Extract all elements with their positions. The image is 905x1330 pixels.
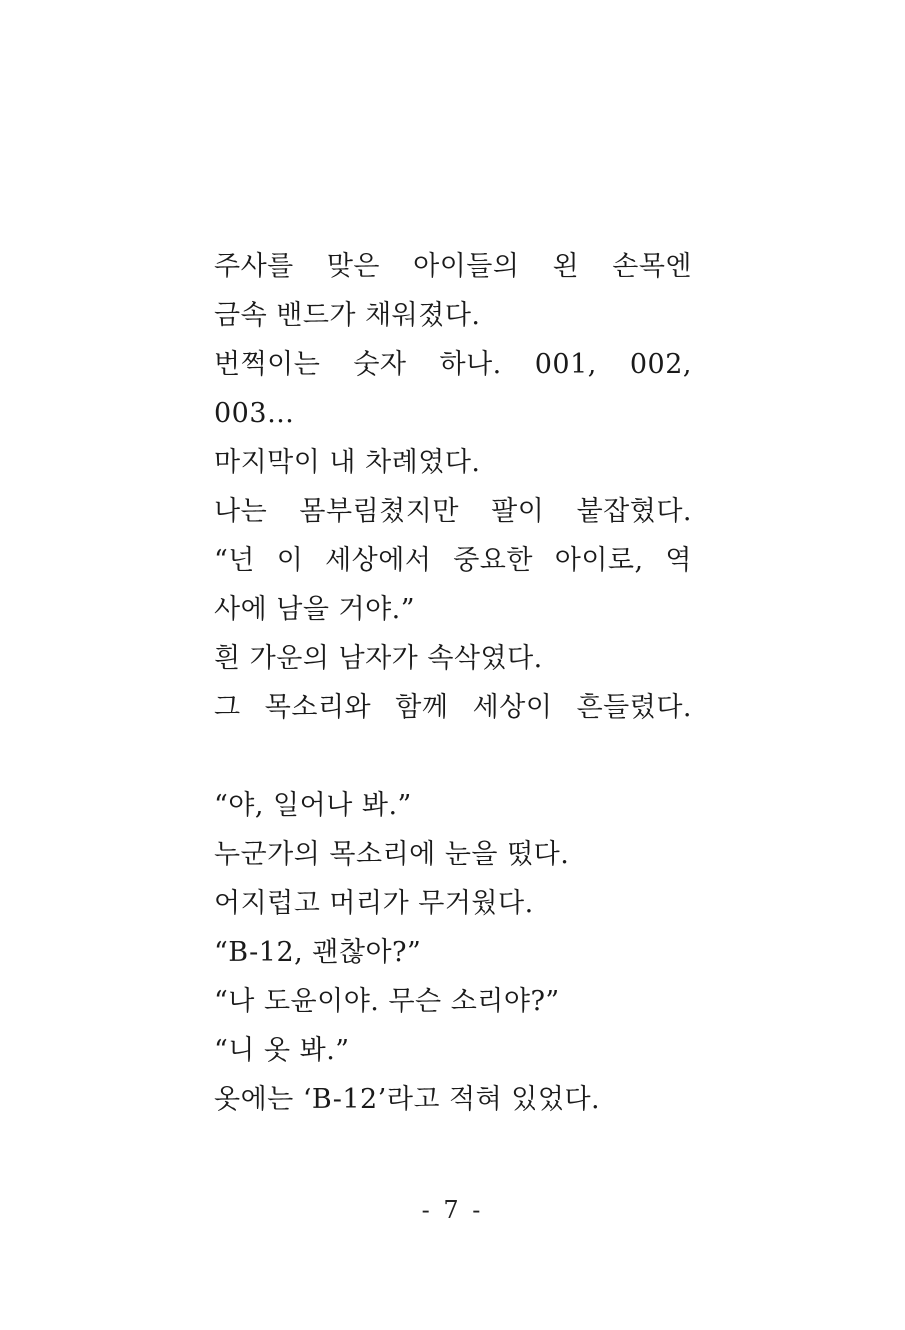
text-line: 주사를 맞은 아이들의 왼 손목엔 [214,251,692,282]
text-line: “B-12, 괜찮아?” [214,937,422,968]
text-line: “야, 일어나 봐.” [214,790,412,821]
text-line: 사에 남을 거야.” [214,594,416,625]
text-line: 누군가의 목소리에 눈을 떴다. [214,839,570,870]
text-line: “나 도윤이야. 무슨 소리야?” [214,986,560,1017]
text-line: “넌 이 세상에서 중요한 아이로, 역 [214,545,692,576]
text-line: 003… [214,398,295,429]
text-line: 마지막이 내 차례였다. [214,447,481,478]
page-number: - 7 - [421,1196,484,1224]
text-line: 나는 몸부림쳤지만 팔이 붙잡혔다. [214,496,692,527]
text-line: 금속 밴드가 채워졌다. [214,300,481,331]
body-text [214,242,692,1124]
text-line: 어지럽고 머리가 무거웠다. [214,888,534,919]
text-line: 옷에는 ‘B-12’라고 적혀 있었다. [214,1084,601,1115]
text-line: “니 옷 봐.” [214,1035,350,1066]
text-line: 흰 가운의 남자가 속삭였다. [214,643,543,674]
text-line: 번쩍이는 숫자 하나. 001, 002, [214,349,692,380]
paragraph-break [214,732,692,781]
text-line: 그 목소리와 함께 세상이 흔들렸다. [214,692,692,723]
